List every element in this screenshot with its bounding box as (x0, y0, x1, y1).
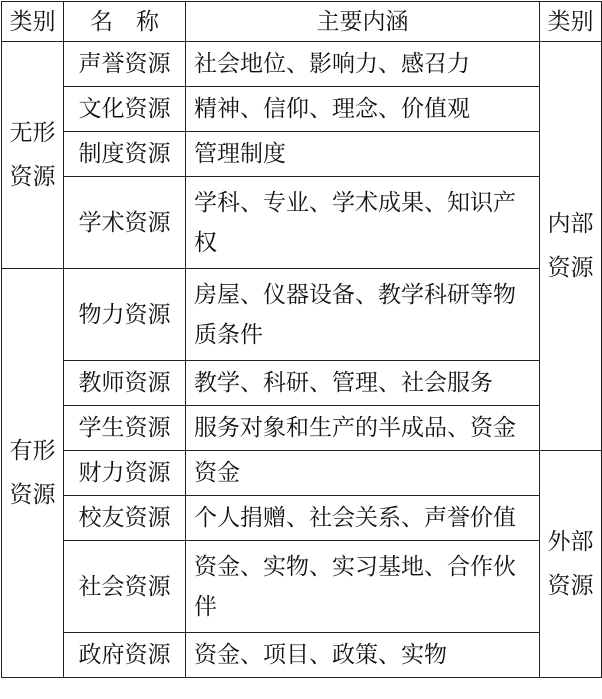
resource-content: 管理制度 (186, 132, 540, 177)
group-internal-line2: 资源 (547, 255, 594, 281)
group-external-line1: 外部 (547, 529, 594, 555)
resource-content: 服务对象和生产的半成品、资金 (186, 406, 540, 451)
resource-name: 文化资源 (64, 87, 186, 132)
resource-content: 社会地位、影响力、感召力 (186, 42, 540, 87)
group-external (540, 451, 602, 678)
resource-content: 学科、专业、学术成果、知识产权 (186, 177, 540, 269)
table-row (2, 406, 602, 451)
table-row (2, 451, 602, 496)
resource-name: 声誉资源 (64, 42, 186, 87)
table-row (2, 177, 602, 269)
table-row (2, 541, 602, 633)
group-intangible-line1: 无形 (9, 120, 56, 146)
group-tangible-line1: 有形 (9, 438, 56, 464)
table-row (2, 269, 602, 361)
group-internal-line1: 内部 (547, 211, 594, 237)
table-row (2, 132, 602, 177)
resource-name: 政府资源 (64, 633, 186, 678)
resource-content: 资金、项目、政策、实物 (186, 633, 540, 678)
header-category-right: 类别 (540, 2, 602, 42)
table-row (2, 42, 602, 87)
header-name: 名 称 (64, 2, 186, 42)
group-tangible-line2: 资源 (9, 482, 56, 508)
resource-content: 资金、实物、实习基地、合作伙伴 (186, 541, 540, 633)
header-category-left: 类别 (2, 2, 64, 42)
resource-content: 精神、信仰、理念、价值观 (186, 87, 540, 132)
resource-table (1, 1, 602, 678)
resource-content: 教学、科研、管理、社会服务 (186, 361, 540, 406)
group-intangible (2, 42, 64, 269)
table-row (2, 361, 602, 406)
resource-content: 个人捐赠、社会关系、声誉价值 (186, 496, 540, 541)
resource-content: 资金 (186, 451, 540, 496)
group-internal (540, 42, 602, 451)
resource-name: 校友资源 (64, 496, 186, 541)
header-row (2, 2, 602, 42)
table-row (2, 87, 602, 132)
group-tangible (2, 269, 64, 678)
resource-name: 社会资源 (64, 541, 186, 633)
group-intangible-line2: 资源 (9, 164, 56, 190)
table-row (2, 496, 602, 541)
resource-content: 房屋、仪器设备、教学科研等物质条件 (186, 269, 540, 361)
resource-name: 制度资源 (64, 132, 186, 177)
resource-name: 财力资源 (64, 451, 186, 496)
resource-name: 学生资源 (64, 406, 186, 451)
table-row (2, 633, 602, 678)
resource-name: 物力资源 (64, 269, 186, 361)
resource-name: 学术资源 (64, 177, 186, 269)
group-external-line2: 资源 (547, 573, 594, 599)
resource-name: 教师资源 (64, 361, 186, 406)
header-content: 主要内涵 (186, 2, 540, 42)
